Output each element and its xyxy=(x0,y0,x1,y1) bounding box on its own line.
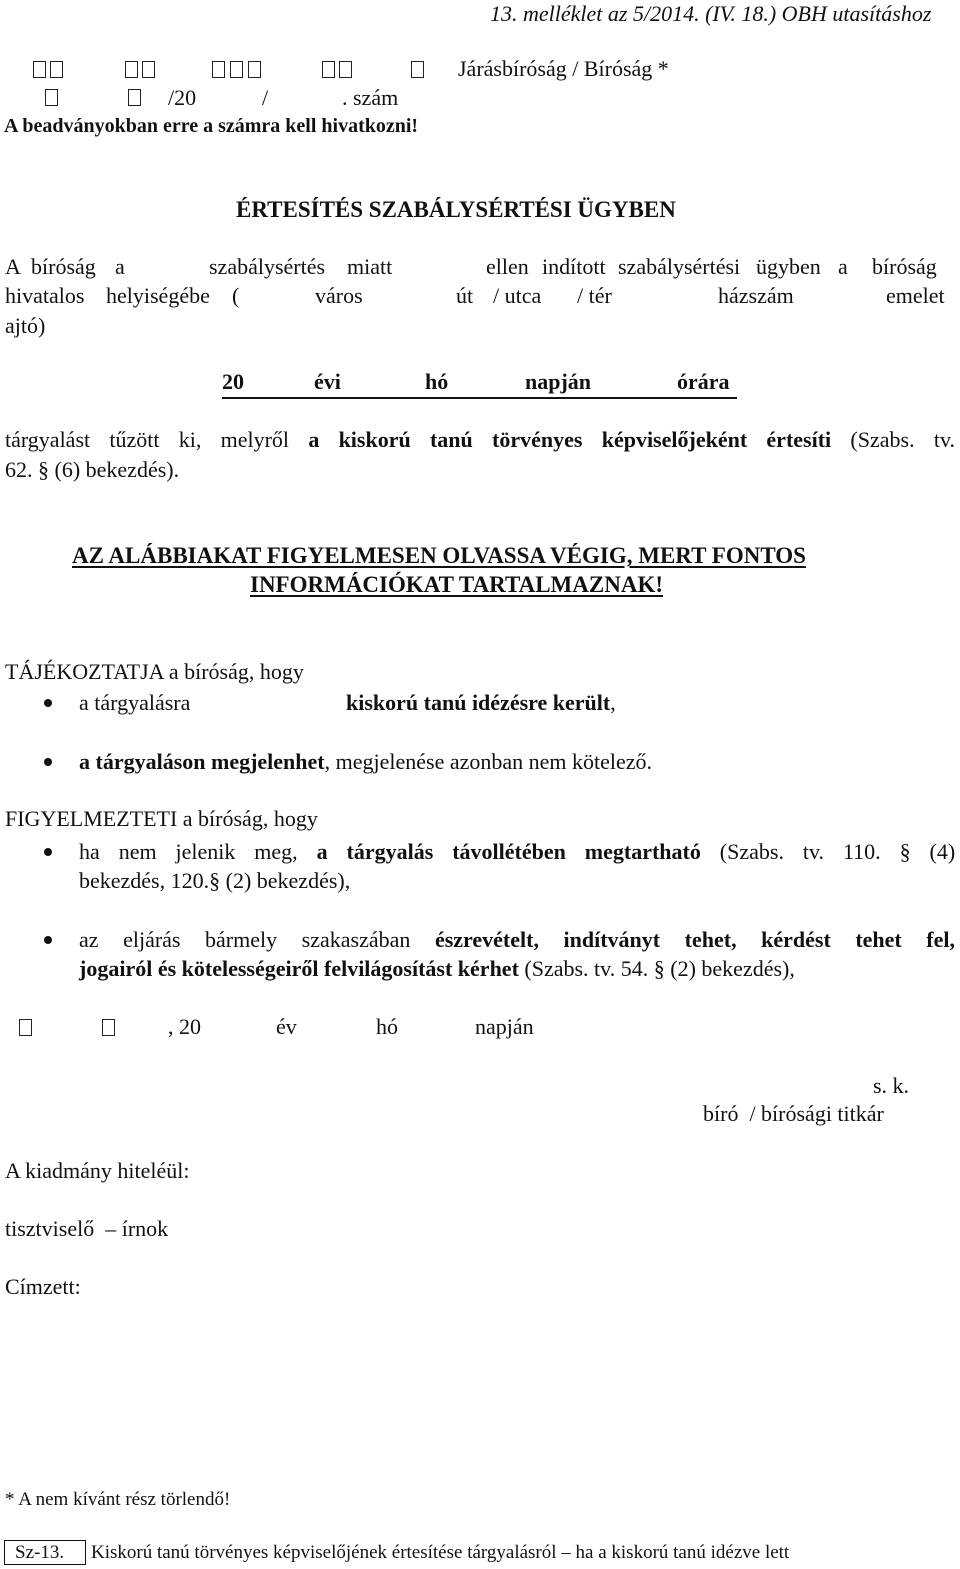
notice-line-2: 62. § (6) bekezdés). xyxy=(5,457,180,482)
figyelmezteti-rest: a bíróság, hogy xyxy=(177,806,318,831)
b1-word: 110. xyxy=(842,839,881,864)
b2-word: bármely xyxy=(205,927,278,952)
intro-word: város xyxy=(315,283,363,308)
b2-word: eljárás xyxy=(123,927,181,952)
intro-word: házszám xyxy=(718,283,794,308)
intro-word: hivatalos xyxy=(5,283,85,308)
hearing-year: 20 xyxy=(222,369,244,394)
hearing-napjan: napján xyxy=(525,369,592,394)
recipient-label: Címzett: xyxy=(5,1274,81,1299)
figyelmezteti-caps: FIGYELMEZTETI xyxy=(5,806,178,831)
intro-word: ügyben xyxy=(756,254,821,279)
tajekoztatja-bullet-1b xyxy=(346,692,616,714)
b1-word: jelenik xyxy=(175,839,236,864)
placeholder-box xyxy=(50,61,63,78)
case-number-year: /20 xyxy=(168,85,197,110)
b1-word: (Szabs. xyxy=(719,839,784,864)
court-label: Járásbíróság / Bíróság * xyxy=(458,56,669,81)
placeholder-box xyxy=(411,61,424,78)
signature-role: bíró / bírósági titkár xyxy=(703,1101,884,1126)
b1-word: tv. xyxy=(802,839,825,864)
placeholder-box xyxy=(230,61,243,78)
b2-word: észrevételt, xyxy=(434,927,539,952)
b1-word: ha xyxy=(79,839,100,864)
intro-word: a xyxy=(115,254,125,279)
bullet-icon xyxy=(44,758,52,766)
placeholder-box xyxy=(102,1019,115,1036)
placeholder-box xyxy=(212,61,225,78)
case-number-label: . szám xyxy=(342,85,399,110)
kiadmany-label: A kiadmány hiteléül: xyxy=(5,1158,190,1183)
document-title: ÉRTESÍTÉS SZABÁLYSÉRTÉSI ÜGYBEN xyxy=(236,197,676,222)
figyelmezteti-b2-rest: (Szabs. tv. 54. § (2) bekezdés), xyxy=(518,956,795,981)
b1-word: § xyxy=(899,839,911,864)
intro-line-3: ajtó) xyxy=(5,313,46,338)
intro-word: helyiségébe xyxy=(106,283,210,308)
notice-line-1 xyxy=(5,429,955,451)
intro-word: emelet xyxy=(886,283,945,308)
placeholder-box xyxy=(125,61,138,78)
date-ev: év xyxy=(276,1014,297,1039)
b1-word: a xyxy=(316,839,328,864)
warning-line-1: AZ ALÁBBIAKAT FIGYELMESEN OLVASSA VÉGIG, MERT FONTOS xyxy=(72,543,806,568)
intro-word: a xyxy=(838,254,848,279)
intro-word: szabálysértési xyxy=(618,254,741,279)
hearing-evi: évi xyxy=(314,369,341,394)
date-year: , 20 xyxy=(168,1014,201,1039)
b1-word: (4) xyxy=(929,839,956,864)
b1-word: távollétében xyxy=(452,839,566,864)
placeholder-box xyxy=(19,1019,32,1036)
figyelmezteti-bullet-2-line-2 xyxy=(79,958,795,980)
notice-pre: tárgyalást tűzött ki, melyről xyxy=(5,427,309,452)
reference-note: A beadványokban erre a számra kell hivatkozni! xyxy=(4,115,419,137)
tajekoztatja-rest: a bíróság, hogy xyxy=(163,659,304,684)
tajekoztatja-b1-bold: kiskorú tanú idézésre került xyxy=(346,690,611,715)
warning-line-2: INFORMÁCIÓKAT TARTALMAZNAK! xyxy=(250,572,663,597)
tajekoztatja-b2-bold: a tárgyaláson megjelenhet xyxy=(79,749,325,774)
placeholder-box xyxy=(128,89,141,106)
intro-word: / tér xyxy=(577,283,612,308)
figyelmezteti-bullet-2-line-1 xyxy=(79,929,955,951)
placeholder-box xyxy=(322,61,335,78)
intro-word: bíróság xyxy=(872,254,937,279)
tajekoztatja-b1-end: , xyxy=(610,690,616,715)
intro-word: ( xyxy=(232,283,240,308)
form-title: Kiskorú tanú törvényes képviselőjének értesítése tárgyalásról – ha a kiskorú tanú idézve lett xyxy=(91,1542,790,1563)
b2-word: indítványt xyxy=(563,927,661,952)
b2-word: tehet xyxy=(855,927,902,952)
figyelmezteti-heading xyxy=(5,808,318,830)
intro-word: A xyxy=(5,254,21,279)
bullet-icon xyxy=(44,848,52,856)
tajekoztatja-bullet-2 xyxy=(79,751,652,773)
placeholder-box xyxy=(142,61,155,78)
bullet-icon xyxy=(44,936,52,944)
placeholder-box xyxy=(339,61,352,78)
b2-word: az xyxy=(79,927,99,952)
notice-bold: a kiskorú tanú törvényes képviselőjeként értesíti xyxy=(308,427,832,452)
placeholder-box xyxy=(248,61,261,78)
tajekoztatja-bullet-1a: a tárgyalásra xyxy=(79,690,191,715)
intro-word: bíróság xyxy=(31,254,96,279)
form-code: Sz-13. xyxy=(4,1540,86,1565)
case-number-slash: / xyxy=(262,85,269,110)
figyelmezteti-bullet-1-line-1 xyxy=(79,841,955,863)
footnote: * A nem kívánt rész törlendő! xyxy=(5,1489,231,1510)
b2-word: fel, xyxy=(926,927,955,952)
hearing-ho: hó xyxy=(425,369,449,394)
tajekoztatja-caps: TÁJÉKOZTATJA xyxy=(5,659,164,684)
b1-word: tárgyalás xyxy=(346,839,434,864)
date-napjan: napján xyxy=(475,1014,534,1039)
hearing-orara: órára xyxy=(677,369,730,394)
b1-word: megtartható xyxy=(584,839,701,864)
b2-word: tehet, xyxy=(684,927,737,952)
clerk-label: tisztviselő – írnok xyxy=(5,1216,169,1241)
annex-note: 13. melléklet az 5/2014. (IV. 18.) OBH utasításhoz xyxy=(490,1,932,26)
b1-word: meg, xyxy=(254,839,298,864)
b2-word: szakaszában xyxy=(301,927,411,952)
figyelmezteti-b2-bold: jogairól és kötelességeiről felvilágosítást kérhet xyxy=(79,956,519,981)
date-ho: hó xyxy=(376,1014,398,1039)
figyelmezteti-bullet-1-line-2: bekezdés, 120.§ (2) bekezdés), xyxy=(79,868,351,893)
notice-post: (Szabs. tv. xyxy=(831,427,956,452)
tajekoztatja-heading xyxy=(5,661,304,683)
intro-word: út xyxy=(456,283,474,308)
bullet-icon xyxy=(44,699,52,707)
placeholder-box xyxy=(33,61,46,78)
intro-word: indított xyxy=(542,254,606,279)
b2-word: kérdést xyxy=(761,927,831,952)
intro-word: / utca xyxy=(493,283,542,308)
b1-word: nem xyxy=(118,839,157,864)
signature-sk: s. k. xyxy=(873,1073,910,1098)
placeholder-box xyxy=(45,89,58,106)
intro-word: ellen xyxy=(486,254,529,279)
tajekoztatja-b2-rest: , megjelenése azonban nem kötelező. xyxy=(324,749,653,774)
intro-word: szabálysértés xyxy=(209,254,326,279)
hearing-date-line xyxy=(222,371,737,399)
intro-word: miatt xyxy=(347,254,393,279)
